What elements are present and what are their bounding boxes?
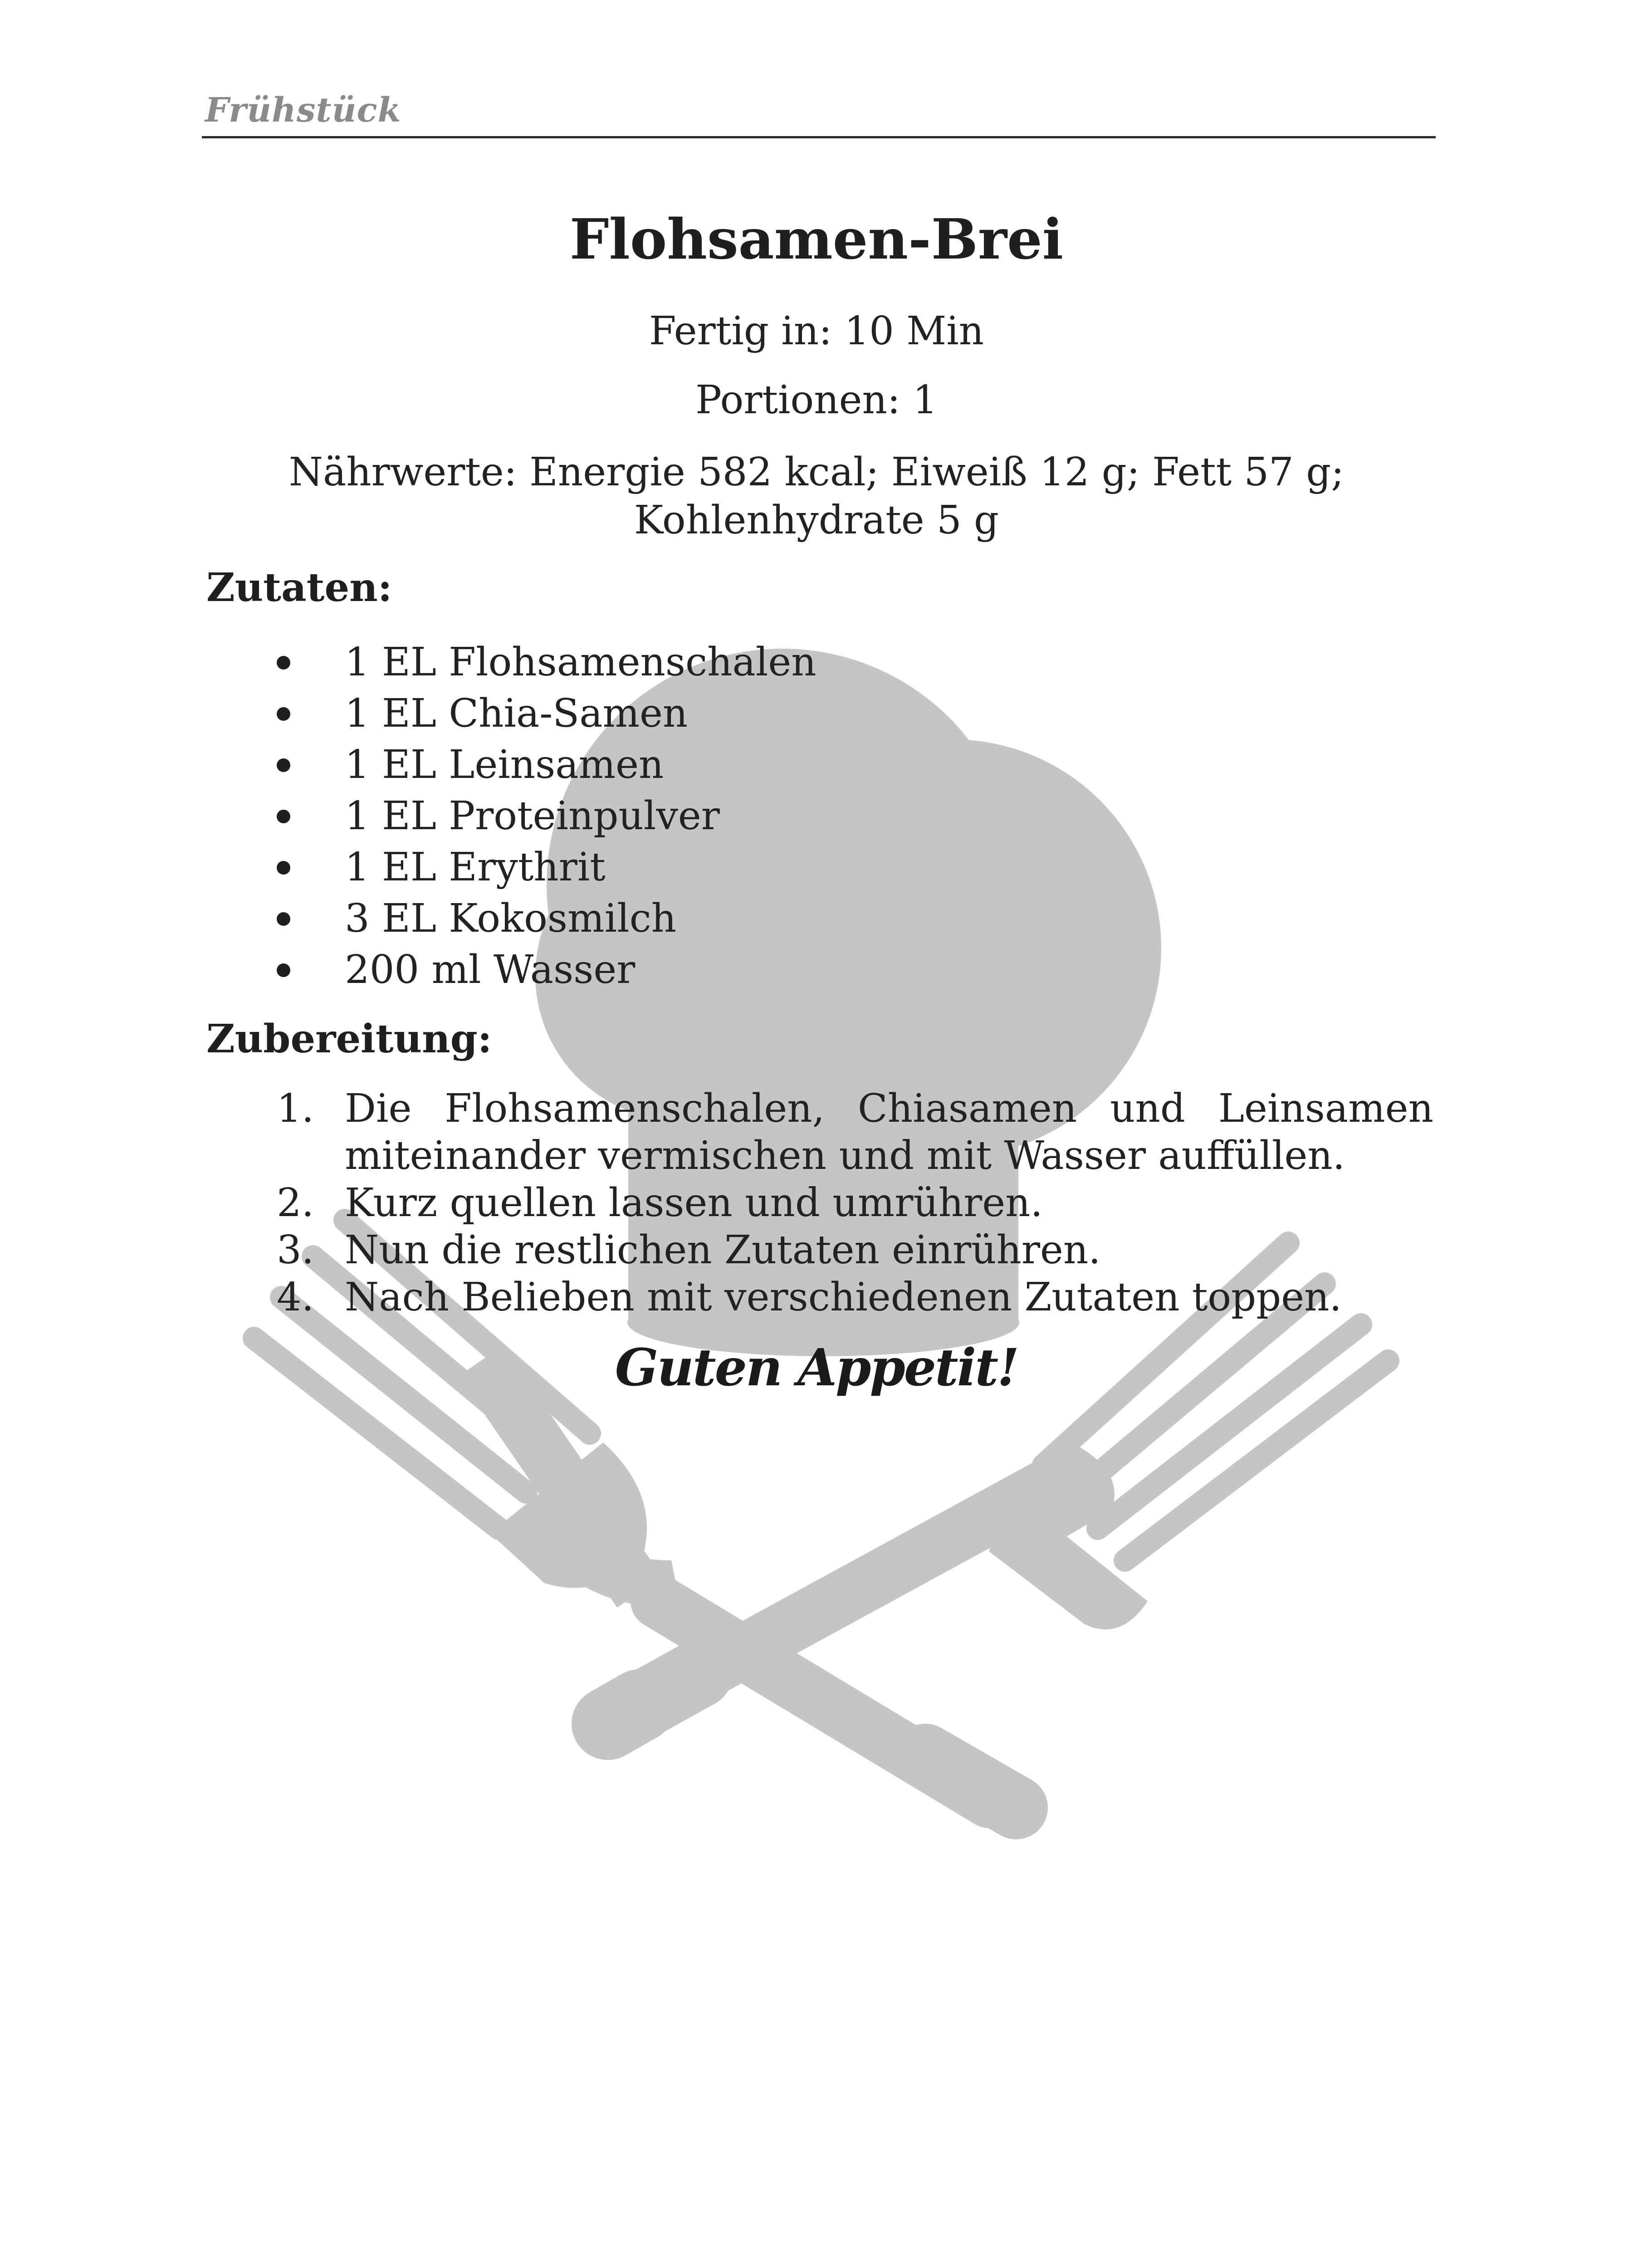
step-number: 2.	[277, 1180, 314, 1226]
ingredient-text: 200 ml Wasser	[345, 947, 636, 992]
ingredient-list	[272, 637, 816, 996]
portions: Portionen: 1	[695, 377, 938, 423]
bullet-icon	[277, 963, 290, 977]
ingredient-text: 3 EL Kokosmilch	[345, 896, 677, 941]
list-item	[272, 1274, 1433, 1321]
bullet-icon	[277, 810, 290, 823]
running-head: Frühstück	[205, 91, 401, 130]
ingredient-text: 1 EL Flohsamenschalen	[345, 640, 816, 685]
list-item	[272, 1085, 1433, 1179]
closing-greeting: Guten Appetit!	[615, 1338, 1018, 1398]
list-item	[272, 637, 816, 688]
header-rule	[202, 136, 1436, 138]
list-item	[272, 791, 816, 842]
step-text: Nun die restlichen Zutaten einrühren.	[345, 1227, 1101, 1273]
step-text: Kurz quellen lassen und umrühren.	[345, 1180, 1043, 1226]
bullet-icon	[277, 912, 290, 926]
list-item	[272, 739, 816, 791]
list-item	[272, 1227, 1433, 1274]
nutrition-line-2: Kohlenhydrate 5 g	[634, 498, 999, 543]
nutrition-info	[0, 448, 1633, 544]
list-item	[272, 1179, 1433, 1227]
steps-heading: Zubereitung:	[206, 1016, 492, 1062]
list-item	[272, 944, 816, 996]
ingredient-text: 1 EL Erythrit	[345, 845, 606, 890]
bullet-icon	[277, 861, 290, 875]
ingredient-text: 1 EL Chia-Samen	[345, 691, 688, 736]
step-number: 1.	[277, 1086, 314, 1131]
nutrition-line-1: Nährwerte: Energie 582 kcal; Eiweiß 12 g; Fett 57 g;	[288, 450, 1345, 495]
step-number: 4.	[277, 1275, 314, 1320]
ingredient-text: 1 EL Proteinpulver	[345, 793, 720, 839]
step-number: 3.	[277, 1227, 314, 1273]
prep-time: Fertig in: 10 Min	[649, 308, 984, 354]
list-item	[272, 842, 816, 893]
list-item	[272, 893, 816, 944]
step-text: Nach Belieben mit verschiedenen Zutaten toppen.	[345, 1275, 1342, 1320]
bullet-icon	[277, 758, 290, 772]
step-text: Die Flohsamenschalen, Chiasamen und Leinsamen miteinander vermischen und mit Wasser auffüllen.	[345, 1086, 1433, 1178]
bullet-icon	[277, 707, 290, 721]
ingredients-heading: Zutaten:	[206, 565, 392, 611]
step-list	[272, 1085, 1433, 1321]
recipe-title: Flohsamen-Brei	[569, 206, 1064, 272]
bullet-icon	[277, 656, 290, 670]
ingredient-text: 1 EL Leinsamen	[345, 742, 664, 787]
list-item	[272, 688, 816, 739]
